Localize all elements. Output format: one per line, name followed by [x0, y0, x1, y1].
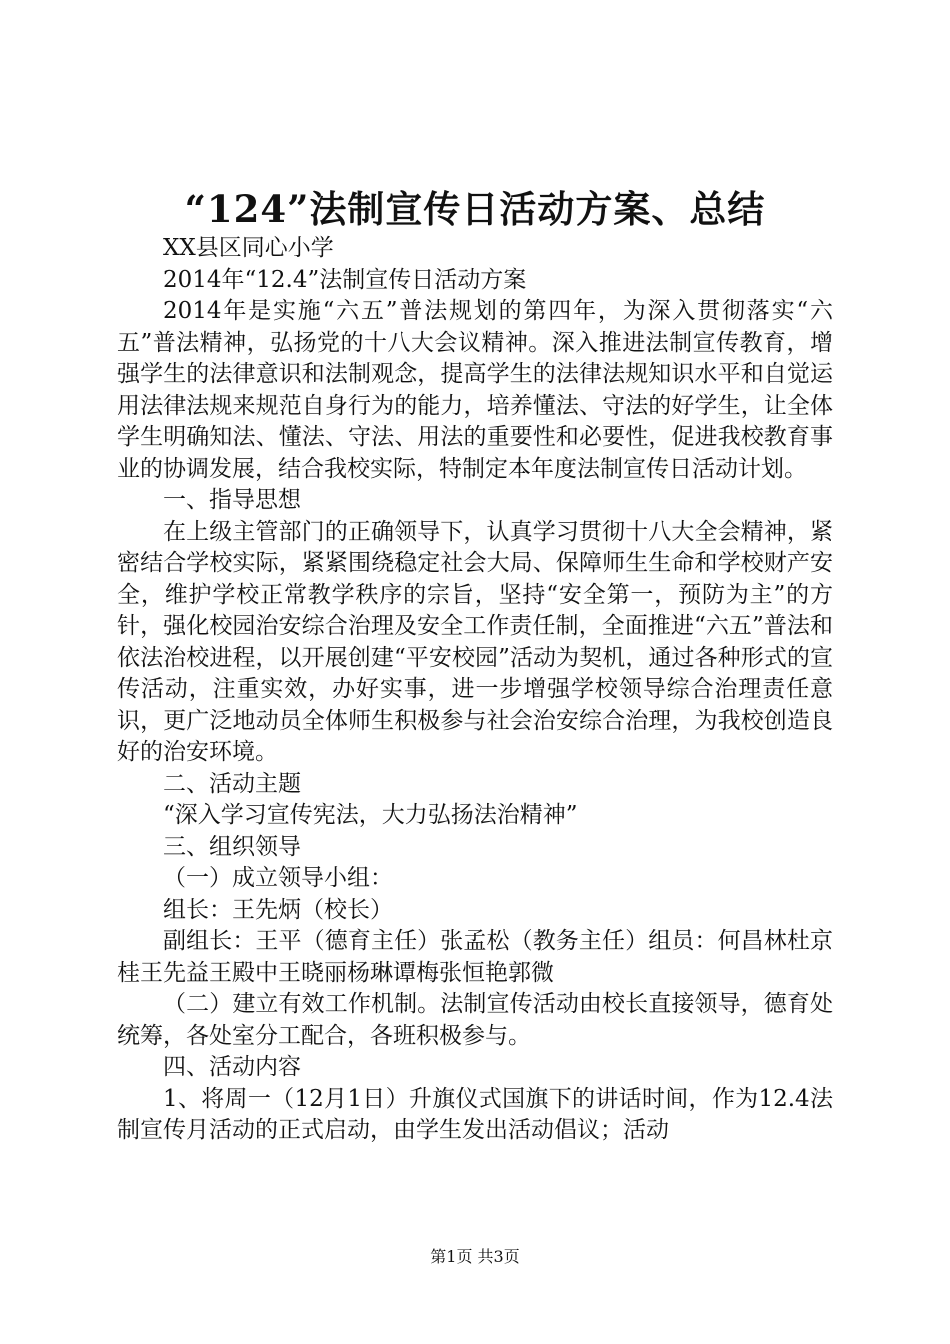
group-leader: 组长：王先炳（校长）	[163, 896, 393, 923]
guiding-ideology-paragraph: 在上级主管部门的正确领导下，认真学习贯彻十八大全会精神，紧密结合学校实际，紧紧围绕稳定社会大局、保障师生生命和学校财产安全，维护学校正常教学秩序的宗旨，坚持“安全第一，预防为主”的方针，强化校园治安综合治理及安全工作责任制，全面推进“六五”普法和依法治校进程，以开展创建“平安校园”活动为契机，通过各种形式的宣传活动，注重实效，办好实事，进一步增强学校领导综合治理责任意识，更广泛地动员全体师生积极参与社会治安综合治理，为我校创造良好的治安环境。	[117, 518, 833, 765]
section-heading-activities: 四、活动内容	[163, 1054, 301, 1080]
subsection-work-mechanism: （二）建立有效工作机制。法制宣传活动由校长直接领导，德育处统筹，各处室分工配合，各班积极参与。	[117, 991, 833, 1049]
section-heading-guiding-ideology: 一、指导思想	[163, 487, 301, 513]
activity-item-1: 1、将周一（12月1日）升旗仪式国旗下的讲话时间，作为12.4法制宣传月活动的正式启动，由学生发出活动倡议；活动	[117, 1085, 833, 1143]
school-name: XX县区同心小学	[163, 235, 334, 261]
plan-heading: 2014年“12.4”法制宣传日活动方案	[163, 266, 527, 293]
theme-paragraph: “深入学习宣传宪法，大力弘扬法治精神”	[163, 802, 578, 828]
section-heading-theme: 二、活动主题	[163, 770, 301, 797]
section-heading-organization: 三、组织领导	[163, 833, 301, 860]
subsection-leadership-group: （一）成立领导小组：	[163, 865, 393, 891]
document-title: “124”法制宣传日活动方案、总结	[184, 187, 766, 231]
group-members: 副组长：王平（德育主任）张孟松（教务主任）组员：何昌林杜京桂王先益王殿中王晓丽杨琳谭梅张恒艳郭微	[117, 928, 833, 986]
page-number-footer: 第1页 共3页	[430, 1247, 520, 1266]
document-body	[117, 233, 833, 1147]
intro-paragraph: 2014年是实施“六五”普法规划的第四年，为深入贯彻落实“六五”普法精神，弘扬党的十八大会议精神。深入推进法制宣传教育，增强学生的法律意识和法制观念，提高学生的法律法规知识水平和自觉运用法律法规来规范自身行为的能力，培养懂法、守法的好学生，让全体学生明确知法、懂法、守法、用法的重要性和必要性，促进我校教育事业的协调发展，结合我校实际，特制定本年度法制宣传日活动计划。	[117, 298, 833, 482]
